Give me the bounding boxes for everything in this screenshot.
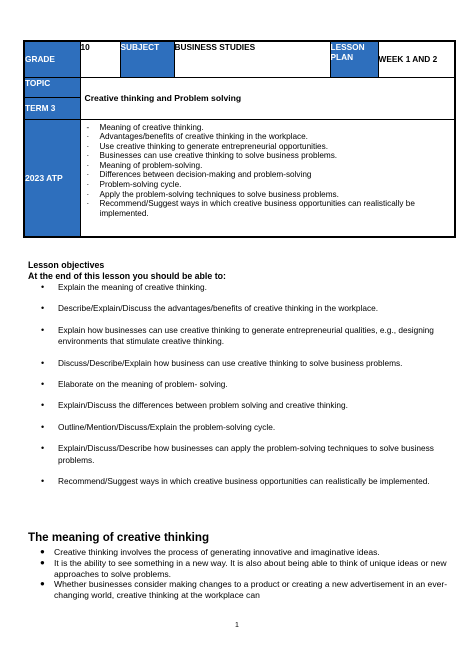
term-label: TERM 3 [24, 97, 80, 119]
atp-item-text: Advantages/benefits of creative thinking in the workplace. [99, 132, 308, 142]
grade-value: 10 [80, 41, 120, 77]
objective-item [28, 476, 448, 487]
objective-item [28, 358, 448, 369]
list-marker: · [86, 199, 90, 209]
section-title: The meaning of creative thinking [28, 531, 210, 544]
section-item-text: It is the ability to see something in a new way. It is also about being able to think of unique ideas or new approaches to solve problems. [54, 557, 447, 579]
section-bullet-item [28, 579, 453, 601]
atp-item-text: Use creative thinking to generate entrepreneurial opportunities. [99, 141, 328, 151]
bullet-icon: ● [40, 579, 45, 589]
lesson-plan-label: LESSON PLAN [330, 41, 378, 77]
objective-text: Discuss/Describe/Explain how business can use creative thinking to solve business problems. [58, 357, 403, 368]
list-marker: - [86, 122, 90, 132]
list-marker: · [86, 151, 90, 161]
objective-text: Describe/Explain/Discuss the advantages/benefits of creative thinking in the workplace. [58, 303, 379, 314]
bullet-icon: • [41, 379, 45, 390]
objectives-list [28, 282, 448, 487]
list-marker: · [86, 160, 90, 170]
atp-item-text: Recommend/Suggest ways in which creative business opportunities can realistically be implemented. [99, 199, 415, 218]
section-bullet-list [28, 547, 453, 601]
section-item-text: Creative thinking involves the process of generating innovative and imaginative ideas. [54, 547, 380, 557]
bullet-icon: • [41, 282, 45, 292]
objective-text: Elaborate on the meaning of problem- solving. [58, 379, 228, 390]
list-marker: · [86, 189, 90, 199]
bullet-icon: • [41, 357, 45, 368]
bullet-icon: ● [40, 557, 45, 567]
bullet-icon: • [41, 476, 45, 487]
bullet-icon: • [41, 443, 45, 454]
objective-item [28, 379, 448, 390]
atp-item-text: Meaning of problem-solving. [99, 160, 203, 170]
list-marker: · [86, 170, 90, 180]
atp-list-item [87, 170, 451, 180]
page-number: 1 [235, 622, 239, 629]
lesson-plan-header-table [23, 40, 456, 238]
atp-item-text: Businesses can use creative thinking to solve business problems. [99, 151, 338, 161]
bullet-icon: • [41, 421, 45, 432]
topic-label: TOPIC [24, 77, 80, 97]
week-value: WEEK 1 AND 2 [378, 41, 455, 77]
atp-list-item [87, 142, 451, 152]
objective-text: Explain/Discuss/Describe how businesses can apply the problem-solving techniques to solve business problems. [58, 443, 434, 465]
grade-label: GRADE [24, 41, 80, 77]
atp-list-item [87, 132, 451, 142]
objective-item [28, 422, 448, 433]
objective-item [28, 443, 448, 466]
bullet-icon: • [41, 400, 45, 411]
subject-value: BUSINESS STUDIES [174, 41, 330, 77]
atp-list-item [87, 161, 451, 171]
bullet-icon: ● [40, 547, 45, 556]
objective-text: Explain how businesses can use creative thinking to generate entrepreneurial qualities, e.g., designing environments that stimulate creative thinking. [58, 324, 434, 347]
objective-item [28, 303, 448, 314]
topic-value: Creative thinking and Problem solving [80, 77, 455, 119]
objective-text: Explain the meaning of creative thinking. [58, 282, 207, 292]
atp-item-text: Problem-solving cycle. [99, 180, 182, 190]
section-bullet-item [28, 547, 453, 558]
objective-text: Recommend/Suggest ways in which creative business opportunities can realistically be implemented. [58, 476, 430, 487]
subject-label: SUBJECT [120, 41, 174, 77]
objective-item [28, 325, 448, 348]
atp-item-text: Differences between decision-making and problem-solving [99, 170, 312, 180]
atp-list-item [87, 199, 451, 218]
bullet-icon: • [41, 303, 45, 314]
list-marker: · [86, 132, 90, 142]
atp-label: 2023 ATP [24, 119, 80, 237]
section-bullet-item [28, 558, 453, 580]
list-marker: · [86, 180, 90, 190]
atp-list-item [87, 123, 451, 133]
objective-text: Explain/Discuss the differences between problem solving and creative thinking. [58, 400, 348, 411]
atp-list-item [87, 151, 451, 161]
list-marker: · [86, 141, 90, 151]
objectives-heading: Lesson objectives [28, 260, 105, 270]
atp-content-cell [80, 119, 455, 237]
atp-item-text: Apply the problem-solving techniques to solve business problems. [99, 189, 339, 199]
objective-item [28, 400, 448, 411]
objective-item [28, 282, 448, 293]
bullet-icon: • [41, 324, 45, 335]
atp-list-item [87, 190, 451, 200]
atp-topic-list [81, 120, 455, 223]
objectives-subheading: At the end of this lesson you should be able to: [28, 271, 226, 281]
atp-item-text: Meaning of creative thinking. [99, 122, 204, 132]
objective-text: Outline/Mention/Discuss/Explain the problem-solving cycle. [58, 421, 276, 432]
section-item-text: Whether businesses consider making changes to a product or creating a new advertisement in an ever-changing world, creative thinking at the workplace can [54, 579, 448, 601]
atp-list-item [87, 180, 451, 190]
objectives-heading-block [28, 260, 226, 282]
